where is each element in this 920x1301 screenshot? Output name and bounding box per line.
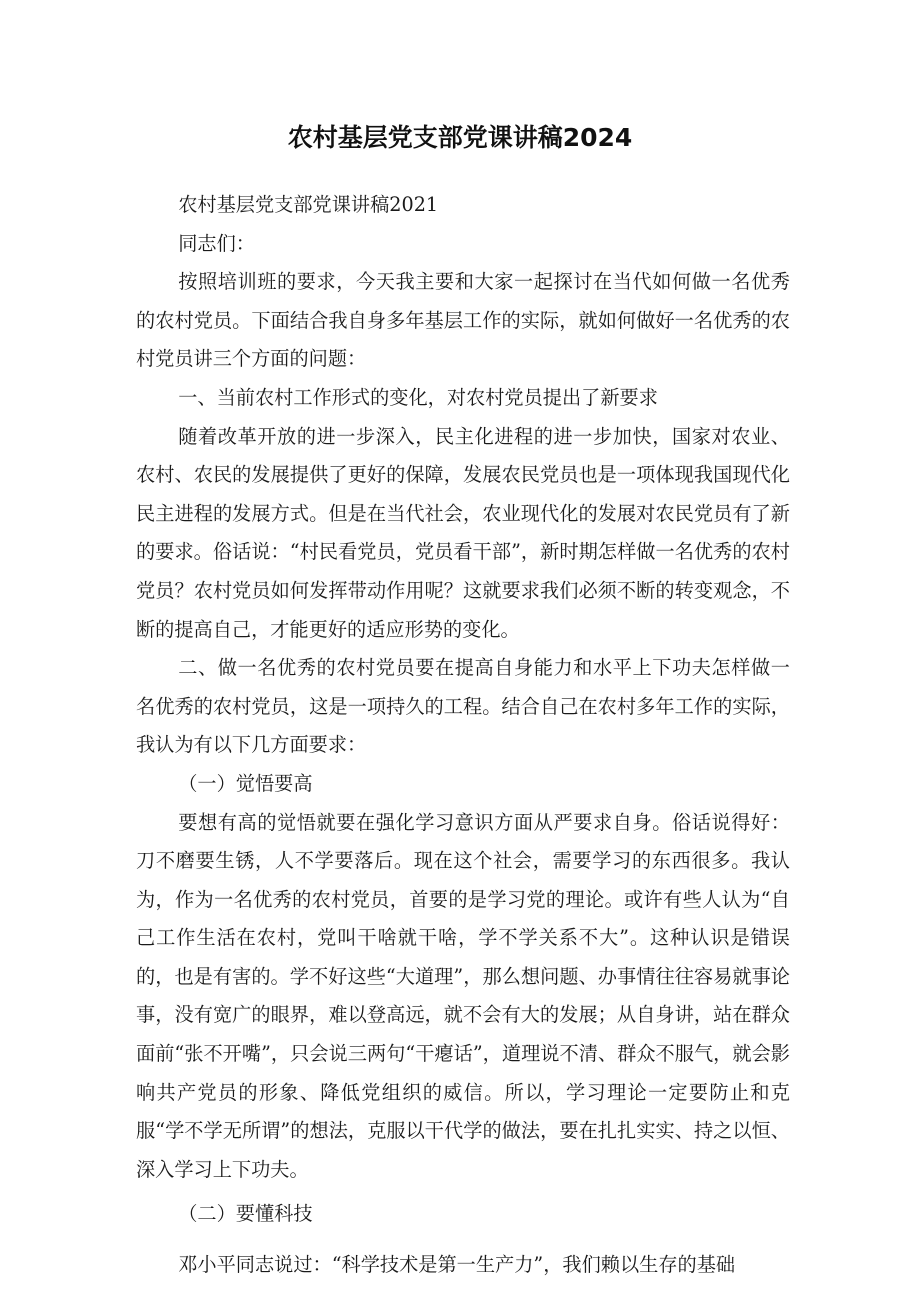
body-paragraph: 邓小平同志说过：“科学技术是第一生产力”，我们赖以生存的基础 xyxy=(178,1253,736,1277)
intro-paragraph: 按照培训班的要求，今天我主要和大家一起探讨在当代如何做一名优秀的农村党员。下面结合我自身多年基层工作的实际，就如何做好一名优秀的农村党员讲三个方面的问题： xyxy=(136,270,790,371)
subsection-heading-2: （二）要懂科技 xyxy=(178,1202,313,1226)
section-heading-1: 一、当前农村工作形式的变化，对农村党员提出了新要求 xyxy=(178,385,658,409)
subsection-heading-1: （一）觉悟要高 xyxy=(178,771,313,795)
subtitle-paragraph: 农村基层党支部党课讲稿2021 xyxy=(178,193,439,216)
body-paragraph: 随着改革开放的进一步深入，民主化进程的进一步加快，国家对农业、农村、农民的发展提供了更好的保障，发展农民党员也是一项体现我国现代化民主进程的发展方式。但是在当代社会，农业现代化的发展对农民党员有了新的要求。俗话说：“村民看党员，党员看干部”，新时期怎样做一名优秀的农村党员？农村党员如何发挥带动作用呢？这就要求我们必须不断的转变观念，不断的提高自己，才能更好的适应形势的变化。 xyxy=(136,424,790,641)
section-heading-2: 二、做一名优秀的农村党员要在提高自身能力和水平上下功夫怎样做一名优秀的农村党员，这是一项持久的工程。结合自己在农村多年工作的实际，我认为有以下几方面要求： xyxy=(136,656,790,757)
body-paragraph: 要想有高的觉悟就要在强化学习意识方面从严要求自身。俗话说得好：刀不磨要生锈，人不学要落后。现在这个社会，需要学习的东西很多。我认为，作为一名优秀的农村党员，首要的是学习党的理论。或许有些人认为“自己工作生活在农村，党叫干啥就干啥，学不学关系不大”。这种认识是错误的，也是有害的。学不好这些“大道理”，那么想问题、办事情往往容易就事论事，没有宽广的眼界，难以登高远，就不会有大的发展；从自身讲，站在群众面前“张不开嘴”，只会说三两句“干瘪话”，道理说不清、群众不服气，就会影响共产党员的形象、降低党组织的威信。所以，学习理论一定要防止和克服“学不学无所谓”的想法，克服以干代学的做法，要在扎扎实实、持之以恒、深入学习上下功夫。 xyxy=(136,810,790,1181)
document-body xyxy=(136,186,790,1285)
salutation-paragraph: 同志们： xyxy=(178,231,255,255)
document-title: 农村基层党支部党课讲稿2024 xyxy=(287,123,633,152)
